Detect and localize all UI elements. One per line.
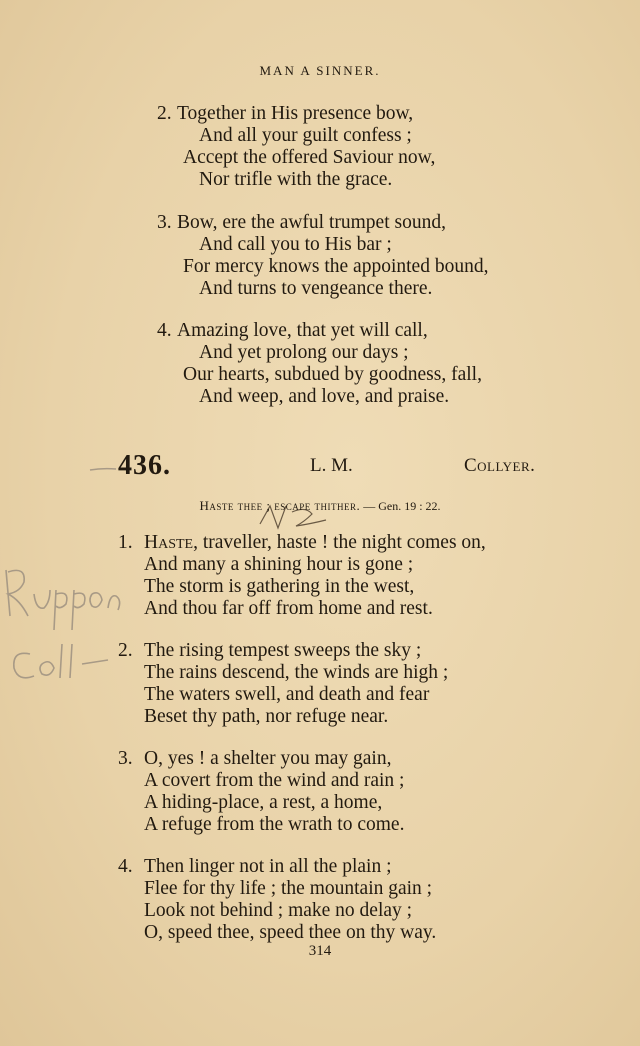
prior-verse-4: [157, 320, 482, 408]
verse-line: And all your guilt confess ;: [199, 125, 412, 146]
verse-line: A refuge from the wrath to come.: [144, 814, 405, 835]
verse-number: 3.: [157, 212, 172, 233]
verse-line: O, yes ! a shelter you may gain,: [144, 748, 392, 769]
verse-line: Flee for thy life ; the mountain gain ;: [144, 878, 433, 899]
hymn-number: 436.: [118, 450, 171, 481]
verse-line: Then linger not in all the plain ;: [144, 856, 392, 877]
running-head: MAN A SINNER.: [259, 63, 381, 78]
scripture-epigraph: [0, 498, 640, 514]
verse-number: 2.: [157, 103, 172, 124]
epigraph-text: Haste thee ; escape thither.: [199, 498, 361, 513]
verse-line: , traveller, haste ! the night comes on,: [193, 532, 486, 553]
verse-line: O, speed thee, speed thee on thy way.: [144, 922, 437, 943]
verse-line: Accept the offered Saviour now,: [183, 147, 436, 168]
verse-number: 3.: [118, 748, 133, 769]
pencil-dash-mark: [88, 462, 118, 476]
verse-line: And many a shining hour is gone ;: [144, 554, 414, 575]
hymn-verse-1: [118, 532, 486, 620]
verse-first-word: Haste: [144, 532, 194, 553]
verse-line: For mercy knows the appointed bound,: [183, 256, 489, 277]
verse-number: 4.: [157, 320, 172, 341]
verse-line: A covert from the wind and rain ;: [144, 770, 405, 791]
verse-number: 4.: [118, 856, 133, 877]
verse-line: Bow, ere the awful trumpet sound,: [177, 212, 446, 233]
prior-verse-3: [157, 212, 488, 300]
verse-line: The rains descend, the winds are high ;: [144, 662, 449, 683]
verse-line: And weep, and love, and praise.: [199, 386, 450, 407]
verse-line: And thou far off from home and rest.: [144, 598, 433, 619]
hymn-verse-3: [118, 748, 404, 836]
verse-line: And yet prolong our days ;: [199, 342, 409, 363]
prior-verse-2: [157, 103, 435, 191]
verse-line: And turns to vengeance there.: [199, 278, 433, 299]
verse-line: The waters swell, and death and fear: [144, 684, 430, 705]
verse-line: Amazing love, that yet will call,: [177, 320, 428, 341]
hymn-verse-4: [118, 856, 436, 944]
verse-line: Together in His presence bow,: [177, 103, 414, 124]
page-number: 314: [308, 943, 332, 959]
verse-line: Beset thy path, nor refuge near.: [144, 706, 389, 727]
verse-number: 1.: [118, 532, 133, 553]
verse-line: The storm is gathering in the west,: [144, 576, 415, 597]
verse-line: And call you to His bar ;: [199, 234, 392, 255]
verse-line: The rising tempest sweeps the sky ;: [144, 640, 422, 661]
verse-line: A hiding-place, a rest, a home,: [144, 792, 383, 813]
verse-line: Look not behind ; make no delay ;: [144, 900, 413, 921]
handwritten-margin-note: [0, 560, 130, 690]
hymn-verse-2: [118, 640, 448, 728]
verse-line: Our hearts, subdued by goodness, fall,: [183, 364, 482, 385]
verse-number: 2.: [118, 640, 133, 661]
epigraph-reference: — Gen. 19 : 22.: [360, 499, 441, 513]
verse-line: Nor trifle with the grace.: [199, 169, 393, 190]
hymn-meter: L. M.: [310, 455, 353, 476]
hymn-tune: Collyer.: [464, 455, 536, 476]
